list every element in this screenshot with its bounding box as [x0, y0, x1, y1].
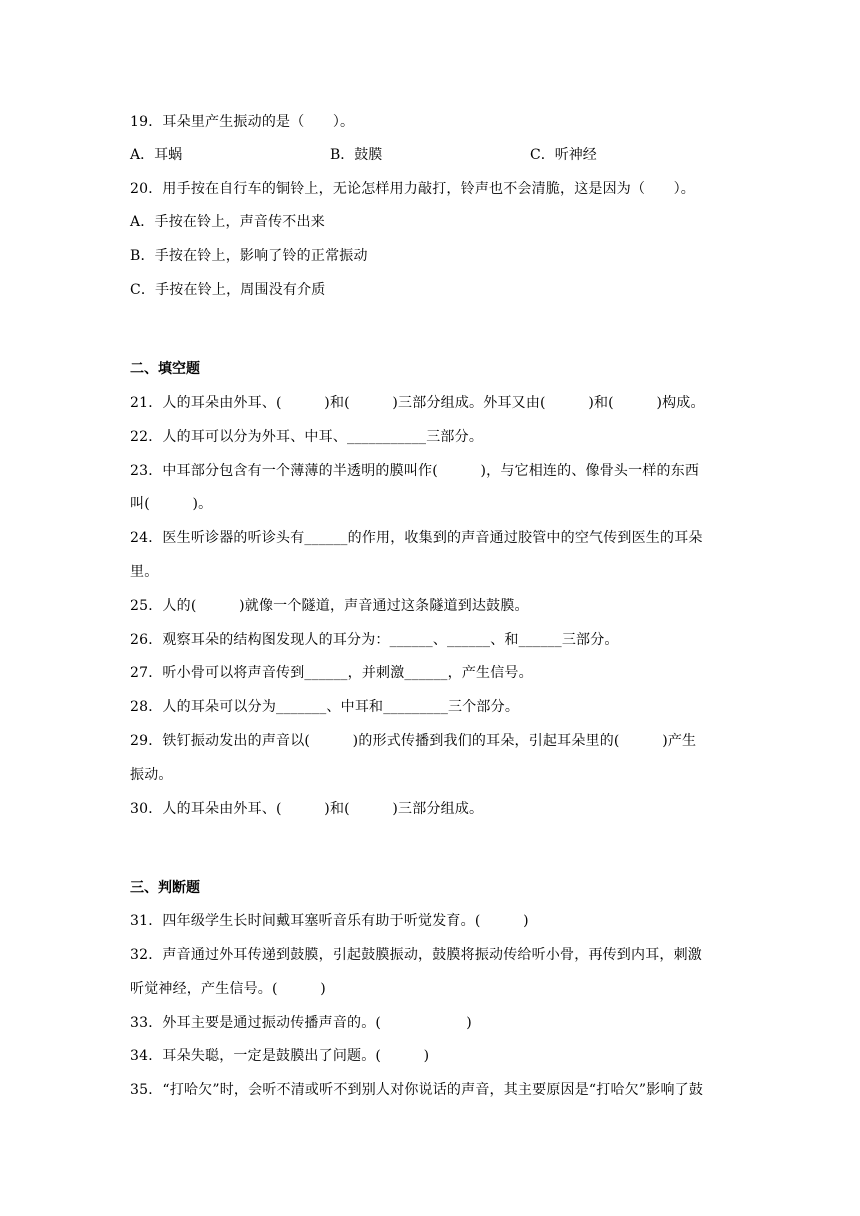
question-24-line-2: 里。: [130, 564, 159, 580]
section-title-fill-in: 二、填空题: [130, 361, 200, 377]
option-b: B．鼓膜: [330, 147, 383, 163]
question-23-line-1: 23．中耳部分包含有一个薄薄的半透明的膜叫作( )，与它相连的、像骨头一样的东西: [130, 463, 700, 479]
question-20-option-a: A．手按在铃上，声音传不出来: [130, 214, 325, 230]
question-19: 19．耳朵里产生振动的是（ ）。: [130, 114, 355, 130]
question-30: 30．人的耳朵由外耳、( )和( )三部分组成。: [130, 801, 484, 817]
question-20-option-b: B．手按在铃上，影响了铃的正常振动: [130, 248, 368, 264]
question-22: 22．人的耳可以分为外耳、中耳、___________三部分。: [130, 429, 484, 445]
question-32-line-1: 32．声音通过外耳传递到鼓膜，引起鼓膜振动，鼓膜将振动传给听小骨，再传到内耳，刺激: [130, 947, 703, 963]
question-19-options: [130, 145, 735, 165]
question-21: 21．人的耳朵由外耳、( )和( )三部分组成。外耳又由( )和( )构成。: [130, 395, 705, 411]
question-26: 26．观察耳朵的结构图发现人的耳分为：______、______、和______三部分。: [130, 632, 619, 648]
question-27: 27．听小骨可以将声音传到______，并刺激______，产生信号。: [130, 665, 533, 681]
question-24-line-1: 24．医生听诊器的听诊头有______的作用，收集到的声音通过胶管中的空气传到医生的耳朵: [130, 530, 703, 546]
question-35-line-1: 35．“打哈欠”时，会听不清或听不到别人对你说话的声音，其主要原因是“打哈欠”影响了鼓: [130, 1082, 704, 1098]
question-33: 33．外耳主要是通过振动传播声音的。( ): [130, 1015, 472, 1031]
question-29-line-1: 29．铁钉振动发出的声音以( )的形式传播到我们的耳朵，引起耳朵里的( )产生: [130, 733, 697, 749]
question-34: 34．耳朵失聪，一定是鼓膜出了问题。( ): [130, 1048, 430, 1064]
question-25: 25．人的( )就像一个隧道，声音通过这条隧道到达鼓膜。: [130, 598, 529, 614]
option-a: A．耳蜗: [130, 147, 183, 163]
option-c: C．听神经: [530, 147, 597, 163]
section-title-true-false: 三、判断题: [130, 880, 200, 896]
question-28: 28．人的耳朵可以分为_______、中耳和_________三个部分。: [130, 699, 520, 715]
question-20: 20．用手按在自行车的铜铃上，无论怎样用力敲打，铃声也不会清脆，这是因为（ ）。: [130, 181, 696, 197]
question-20-option-c: C．手按在铃上，周围没有介质: [130, 282, 326, 298]
question-29-line-2: 振动。: [130, 767, 173, 783]
question-23-line-2: 叫( )。: [130, 496, 213, 512]
question-31: 31．四年级学生长时间戴耳塞听音乐有助于听觉发育。( ): [130, 913, 529, 929]
question-32-line-2: 听觉神经，产生信号。( ): [130, 981, 326, 997]
